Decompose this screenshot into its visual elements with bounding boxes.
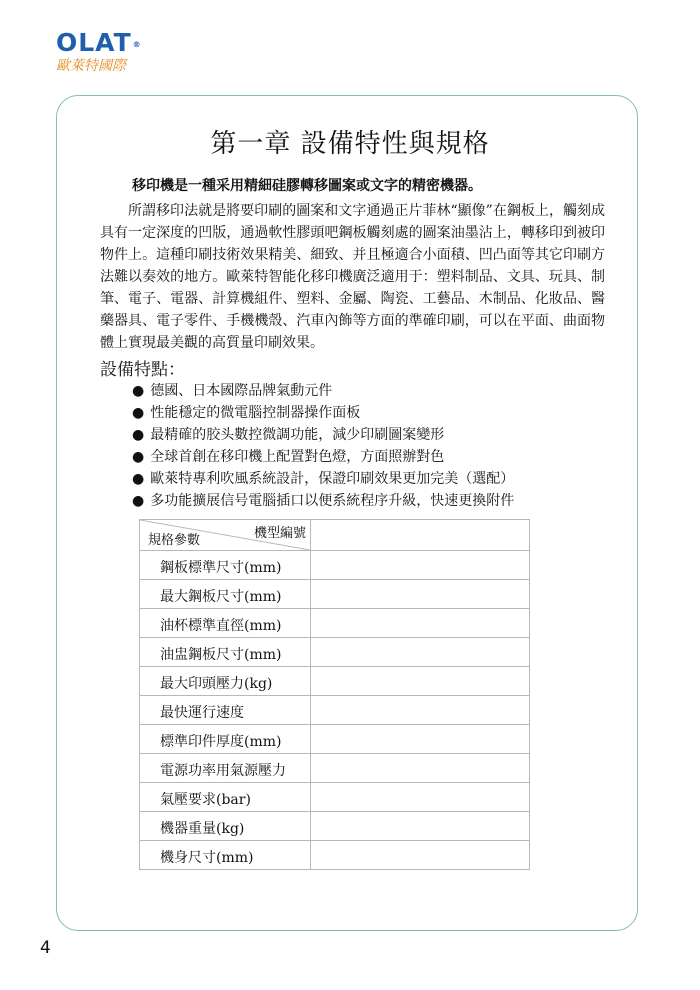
spec-row bbox=[140, 551, 530, 580]
spec-value-cell bbox=[311, 638, 530, 667]
page-number: 4 bbox=[40, 938, 51, 958]
spec-value-cell bbox=[311, 667, 530, 696]
feature-text: 最精確的胶头數控微調功能，減少印刷圖案變形 bbox=[150, 427, 445, 443]
spec-row bbox=[140, 754, 530, 783]
spec-row bbox=[140, 638, 530, 667]
spec-header-row bbox=[140, 520, 530, 551]
company-name: 歐萊特國際 bbox=[56, 58, 126, 74]
spec-value-cell bbox=[311, 783, 530, 812]
spec-label: 鋼板標準尺寸(mm) bbox=[140, 551, 311, 580]
spec-label: 標準印件厚度(mm) bbox=[140, 725, 311, 754]
spec-label: 最快運行速度 bbox=[140, 696, 311, 725]
header-model-label: 機型編號 bbox=[253, 526, 306, 541]
spec-value-cell bbox=[311, 841, 530, 870]
spec-value-cell bbox=[311, 520, 530, 551]
spec-value-cell bbox=[311, 696, 530, 725]
spec-label: 油杯標準直徑(mm) bbox=[140, 609, 311, 638]
spec-row bbox=[140, 696, 530, 725]
spec-value-cell bbox=[311, 754, 530, 783]
registered-mark: ® bbox=[132, 40, 142, 49]
spec-label: 氣壓要求(bar) bbox=[140, 783, 311, 812]
spec-label: 電源功率用氣源壓力 bbox=[140, 754, 311, 783]
spec-value-cell bbox=[311, 812, 530, 841]
spec-row bbox=[140, 580, 530, 609]
feature-text: 歐萊特專利吹風系統設計，保證印刷效果更加完美（選配） bbox=[150, 471, 515, 487]
bullet-icon: ● bbox=[132, 405, 145, 421]
spec-label: 機器重量(kg) bbox=[140, 812, 311, 841]
bullet-icon: ● bbox=[132, 471, 145, 487]
spec-value-cell bbox=[311, 725, 530, 754]
spec-row bbox=[140, 725, 530, 754]
logo-wordmark: OLAT® bbox=[56, 28, 142, 57]
spec-row bbox=[140, 812, 530, 841]
feature-item bbox=[132, 402, 514, 424]
spec-row bbox=[140, 783, 530, 812]
spec-value-cell bbox=[311, 580, 530, 609]
feature-item bbox=[132, 468, 514, 490]
spec-label: 最大鋼板尺寸(mm) bbox=[140, 580, 311, 609]
feature-text: 全球首創在移印機上配置對色燈，方面照辦對色 bbox=[150, 449, 445, 465]
features-title: 設備特點： bbox=[100, 360, 185, 380]
feature-item bbox=[132, 424, 514, 446]
spec-value-cell bbox=[311, 609, 530, 638]
header-param-label: 規格參數 bbox=[148, 533, 201, 548]
feature-text: 多功能擴展信号電腦插口以便系統程序升級，快速更換附件 bbox=[150, 493, 515, 509]
bullet-icon: ● bbox=[132, 449, 145, 465]
spec-value-cell bbox=[311, 551, 530, 580]
spec-label: 最大印頭壓力(kg) bbox=[140, 667, 311, 696]
spec-row bbox=[140, 667, 530, 696]
intro-paragraph: 所謂移印法就是將要印刷的圖案和文字通過正片菲林“顯像”在鋼板上，觸刻成具有一定深度的凹版，通過軟性膠頭吧鋼板觸刻處的圖案油墨沾上，轉移印到被印物件上。這種印刷技術效果精美、細致、并且極適合小面積、凹凸面等其它印刷方法難以奏效的地方。歐萊特智能化移印機廣泛適用于：塑料制品、文具、玩具、制筆、電子、電器、計算機組件、塑料、金屬、陶瓷、工藝品、木制品、化妝品、醫藥器具、電子零件、手機機殼、汽車內飾等方面的準確印刷，可以在平面、曲面物體上實現最美觀的高質量印刷效果。 bbox=[100, 203, 605, 351]
bullet-icon: ● bbox=[132, 383, 145, 399]
intro-heading: 移印機是一種采用精細硅膠轉移圖案或文字的精密機器。 bbox=[132, 178, 482, 194]
bullet-icon: ● bbox=[132, 427, 145, 443]
spec-label: 油盅鋼板尺寸(mm) bbox=[140, 638, 311, 667]
feature-item bbox=[132, 380, 514, 402]
company-logo bbox=[56, 30, 142, 74]
feature-item bbox=[132, 490, 514, 512]
spec-label: 機身尺寸(mm) bbox=[140, 841, 311, 870]
bullet-icon: ● bbox=[132, 493, 145, 509]
features-list bbox=[132, 380, 514, 512]
spec-row bbox=[140, 841, 530, 870]
feature-text: 性能穩定的微電腦控制器操作面板 bbox=[150, 405, 361, 421]
feature-text: 德國、日本國際品牌氣動元件 bbox=[150, 383, 333, 399]
feature-item bbox=[132, 446, 514, 468]
chapter-title: 第一章 設備特性與規格 bbox=[210, 129, 490, 159]
spec-header-cell bbox=[140, 520, 311, 551]
spec-table bbox=[139, 519, 530, 870]
spec-row bbox=[140, 609, 530, 638]
